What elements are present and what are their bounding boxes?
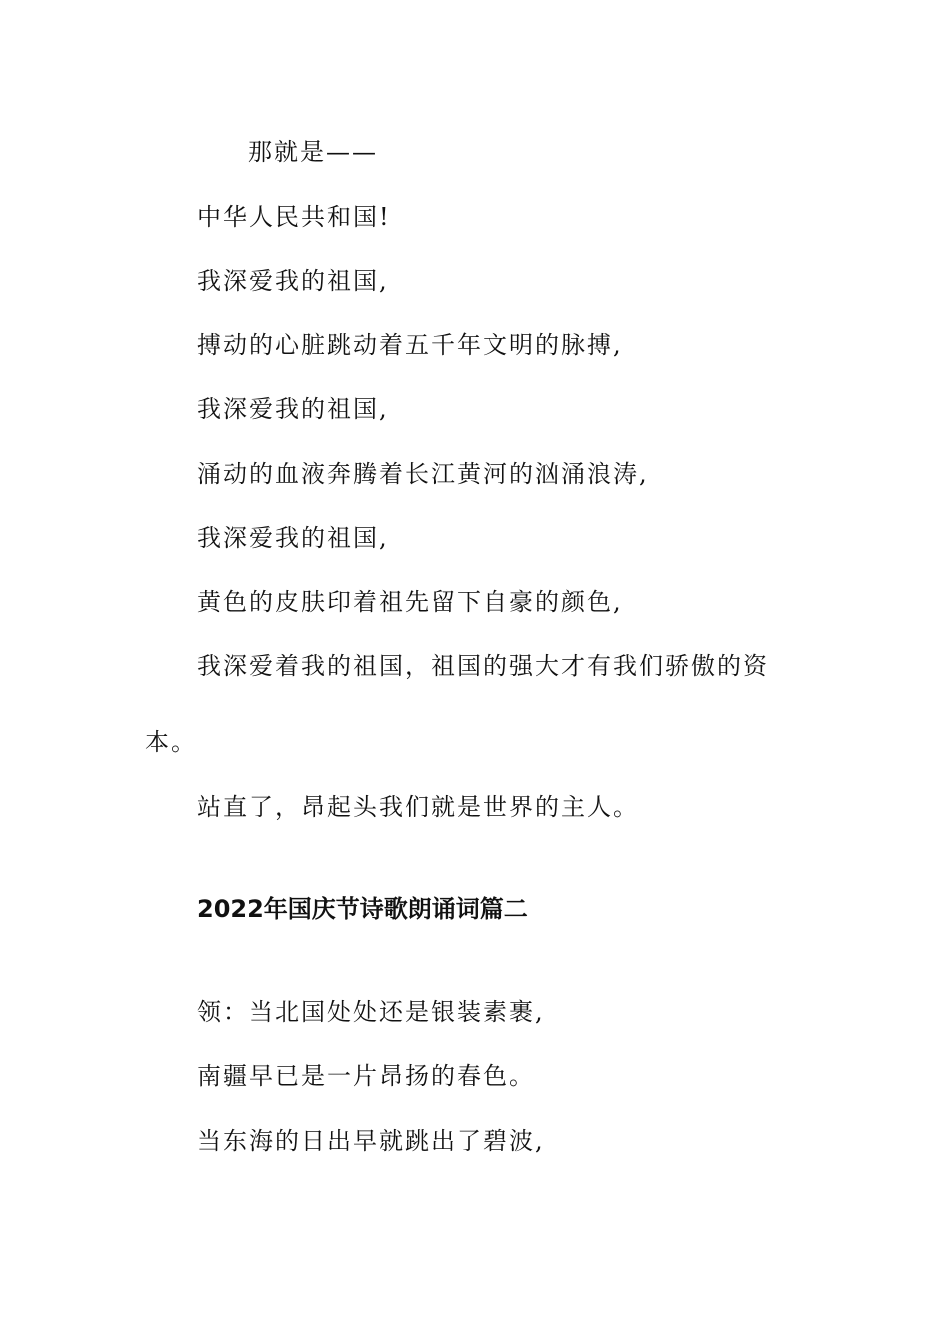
- text-line: 我深爱我的祖国,: [197, 395, 389, 423]
- text-line: 我深爱着我的祖国，祖国的强大才有我们骄傲的资: [197, 652, 769, 680]
- text-line: 领：当北国处处还是银装素裹,: [197, 998, 545, 1026]
- text-line: 我深爱我的祖国,: [197, 524, 389, 552]
- text-line: 中华人民共和国!: [197, 203, 391, 231]
- text-line: 我深爱我的祖国,: [197, 267, 389, 295]
- text-line: 当东海的日出早就跳出了碧波,: [197, 1127, 545, 1155]
- section-heading: 2022年国庆节诗歌朗诵词篇二: [197, 895, 528, 923]
- text-line: 黄色的皮肤印着祖先留下自豪的颜色,: [197, 588, 623, 616]
- text-line: 涌动的血液奔腾着长江黄河的汹涌浪涛,: [197, 460, 649, 488]
- text-line: 本。: [145, 728, 197, 756]
- text-line: 南疆早已是一片昂扬的春色。: [197, 1062, 535, 1090]
- text-line: 站直了，昂起头我们就是世界的主人。: [197, 793, 639, 821]
- text-line: 那就是——: [248, 138, 378, 166]
- text-line: 搏动的心脏跳动着五千年文明的脉搏,: [197, 331, 623, 359]
